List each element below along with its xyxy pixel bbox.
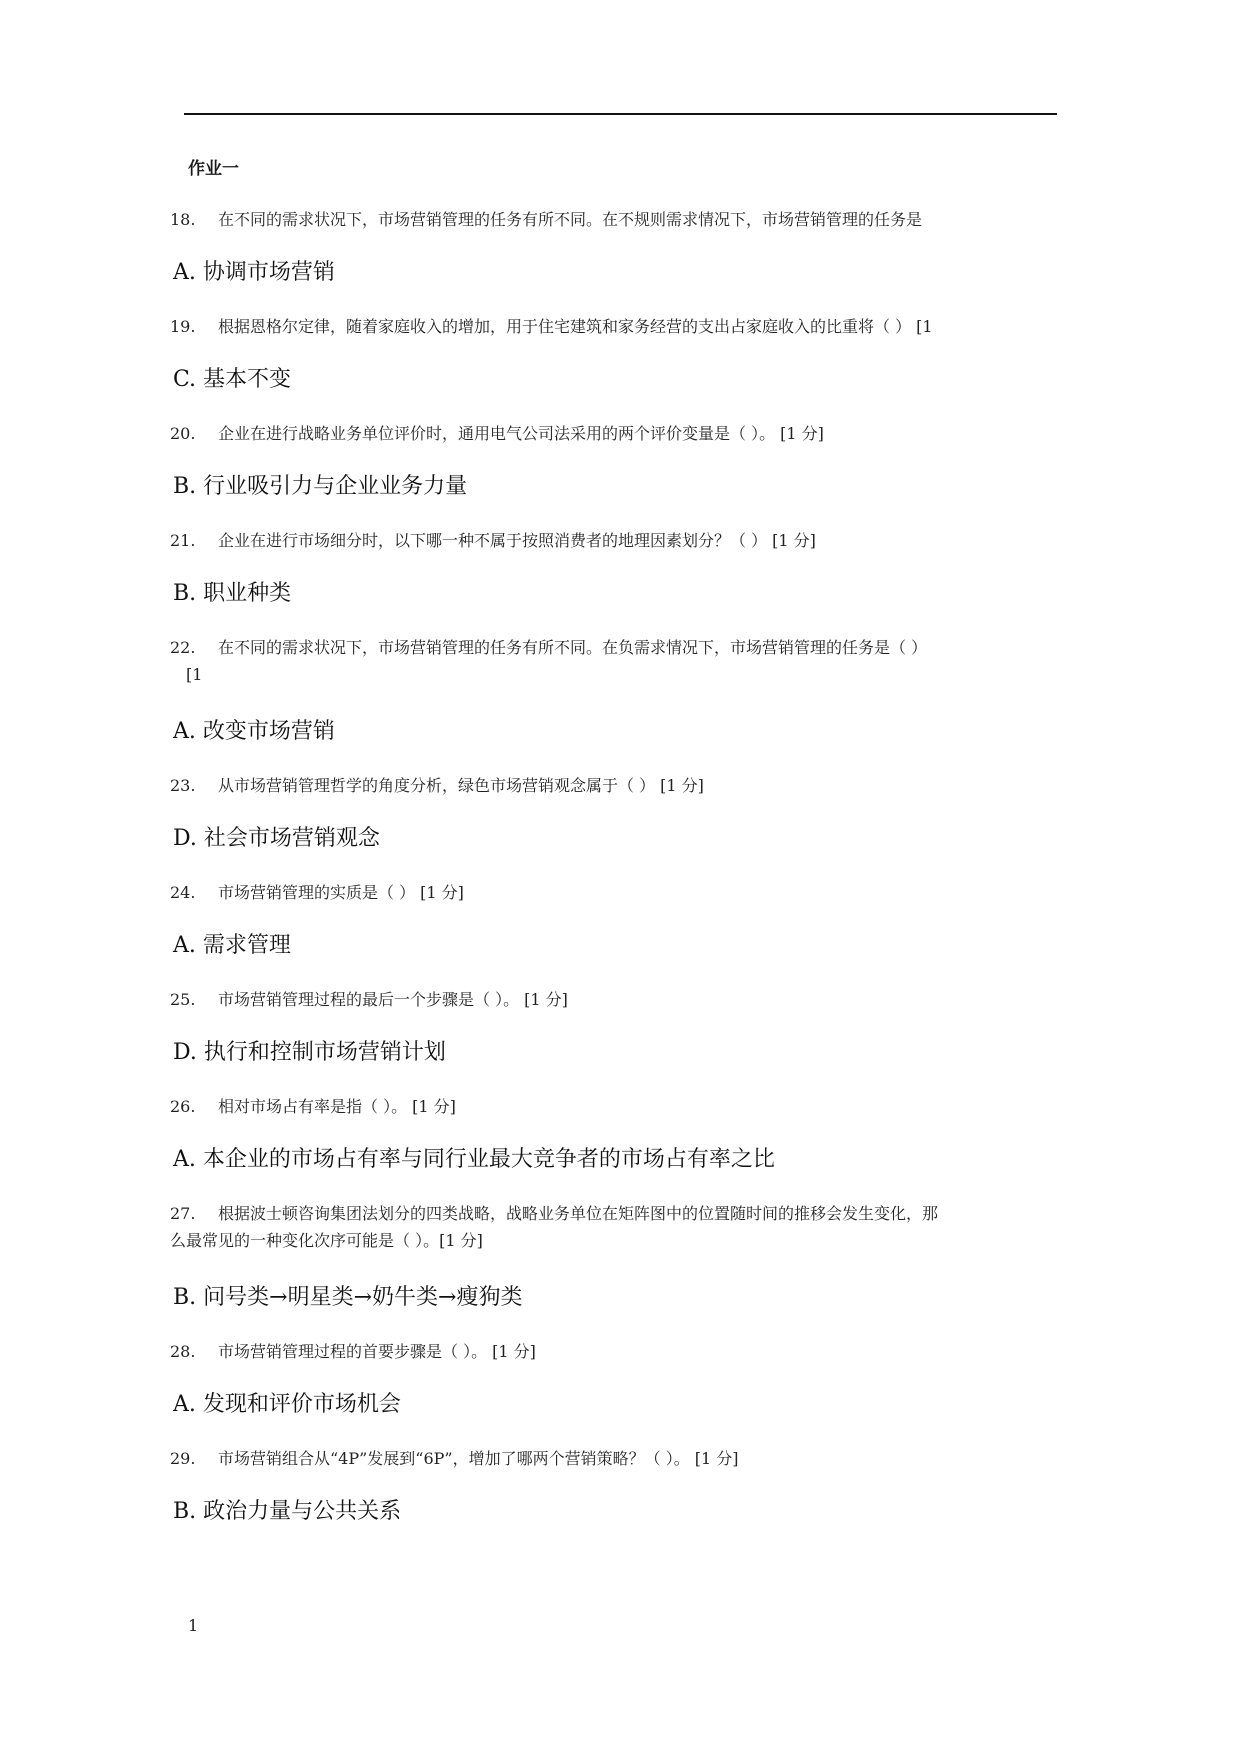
- question-25: [170, 986, 1060, 1013]
- answer-27: B. 问号类→明星类→奶牛类→瘦狗类: [173, 1285, 523, 1310]
- question-text: 在不同的需求状况下，市场营销管理的任务有所不同。在不规则需求情况下，市场营销管理的任务是: [218, 210, 923, 229]
- question-text: 市场营销组合从“4P”发展到“6P”，增加了哪两个营销策略？（ ）。 [1 分]: [218, 1449, 739, 1468]
- answer-26: A. 本企业的市场占有率与同行业最大竞争者的市场占有率之比: [173, 1147, 775, 1172]
- answer-24: A. 需求管理: [173, 933, 291, 958]
- question-20: [170, 420, 1060, 447]
- section-heading: 作业一: [188, 159, 239, 179]
- question-text: 企业在进行战略业务单位评价时，通用电气公司法采用的两个评价变量是（ ）。 [1 分]: [218, 424, 824, 443]
- question-number: 22.: [170, 638, 196, 657]
- question-text: 在不同的需求状况下，市场营销管理的任务有所不同。在负需求情况下，市场营销管理的任务是（ ）: [218, 638, 928, 657]
- question-text: 从市场营销管理哲学的角度分析，绿色市场营销观念属于（ ） [1 分]: [218, 776, 704, 795]
- question-number: 28.: [170, 1342, 196, 1361]
- answer-19: C. 基本不变: [173, 367, 292, 392]
- question-text: 相对市场占有率是指（ ）。 [1 分]: [218, 1097, 456, 1116]
- question-number: 29.: [170, 1449, 196, 1468]
- question-number: 27.: [170, 1204, 196, 1223]
- question-number: 24.: [170, 883, 196, 902]
- answer-20: B. 行业吸引力与企业业务力量: [173, 474, 468, 499]
- question-text-continued: [1: [186, 665, 203, 684]
- question-number: 19.: [170, 317, 196, 336]
- question-text: 市场营销管理过程的首要步骤是（ ）。 [1 分]: [218, 1342, 536, 1361]
- question-21: [170, 527, 1060, 554]
- question-number: 23.: [170, 776, 196, 795]
- question-24: [170, 879, 1060, 906]
- answer-25: D. 执行和控制市场营销计划: [173, 1040, 446, 1065]
- question-19: [170, 313, 1060, 340]
- answer-21: B. 职业种类: [173, 581, 292, 606]
- question-number: 26.: [170, 1097, 196, 1116]
- question-number: 21.: [170, 531, 196, 550]
- question-29: [170, 1445, 1060, 1472]
- question-number: 18.: [170, 210, 196, 229]
- question-26: [170, 1093, 1060, 1120]
- question-number: 25.: [170, 990, 196, 1009]
- question-23: [170, 772, 1060, 799]
- answer-28: A. 发现和评价市场机会: [173, 1392, 401, 1417]
- question-number: 20.: [170, 424, 196, 443]
- question-text: 市场营销管理过程的最后一个步骤是（ ）。 [1 分]: [218, 990, 568, 1009]
- question-text-continued: 么最常见的一种变化次序可能是（ ）。[1 分]: [170, 1231, 483, 1250]
- answer-29: B. 政治力量与公共关系: [173, 1499, 402, 1524]
- question-27: [170, 1200, 1060, 1254]
- question-text: 市场营销管理的实质是（ ） [1 分]: [218, 883, 464, 902]
- answer-23: D. 社会市场营销观念: [173, 826, 380, 851]
- question-28: [170, 1338, 1060, 1365]
- question-text: 根据恩格尔定律，随着家庭收入的增加，用于住宅建筑和家务经营的支出占家庭收入的比重将（ ） [1: [218, 317, 933, 336]
- header-rule: [184, 113, 1057, 115]
- answer-22: A. 改变市场营销: [173, 719, 335, 744]
- question-18: [170, 206, 1060, 233]
- page-number: 1: [188, 1616, 199, 1635]
- question-text: 根据波士顿咨询集团法划分的四类战略，战略业务单位在矩阵图中的位置随时间的推移会发生变化，那: [218, 1204, 939, 1223]
- question-22: [170, 634, 1060, 688]
- question-text: 企业在进行市场细分时，以下哪一种不属于按照消费者的地理因素划分？（ ） [1 分]: [218, 531, 816, 550]
- answer-18: A. 协调市场营销: [173, 260, 335, 285]
